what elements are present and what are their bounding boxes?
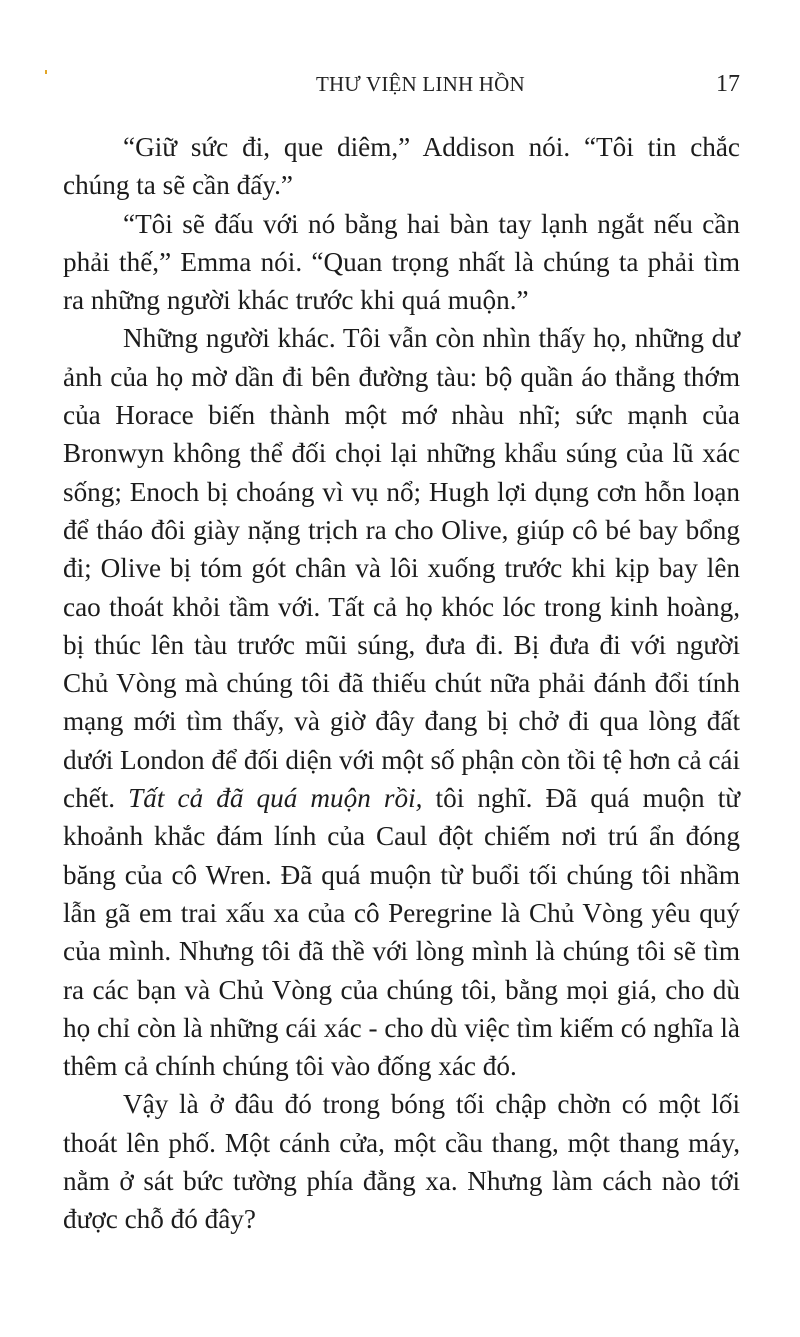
paragraph-1: “Giữ sức đi, que diêm,” Addison nói. “Tôi tin chắc chúng ta sẽ cần đấy.” [63, 132, 740, 201]
page-body [63, 128, 740, 1239]
paragraph-4: Vậy là ở đâu đó trong bóng tối chập chờn có một lối thoát lên phố. Một cánh cửa, một cầu thang, một thang máy, nằm ở sát bức tường phía đằng xa. Nhưng làm cách nào tới được chỗ đó đây? [63, 1089, 740, 1235]
paragraph-2: “Tôi sẽ đấu với nó bằng hai bàn tay lạnh ngắt nếu cần phải thế,” Emma nói. “Quan trọng nhất là chúng ta phải tìm ra những người khác trước khi quá muộn.” [63, 208, 740, 316]
paragraph-3-part-2: tôi nghĩ. Đã quá muộn từ khoảnh khắc đám lính của Caul đột chiếm nơi trú ẩn đóng băng của cô Wren. Đã quá muộn từ buổi tối chúng tôi nhầm lẫn gã em trai xấu xa của cô Peregrine là Chủ Vòng yêu quý của mình. Nhưng tôi đã thề với lòng mình là chúng tôi sẽ tìm ra các bạn và Chủ Vòng của chúng tôi, bằng mọi giá, cho dù họ chỉ còn là những cái xác - cho dù việc tìm kiếm có nghĩa là thêm cả chính chúng tôi vào đống xác đó. [63, 783, 740, 1082]
page-number: 17 [716, 71, 740, 97]
page-header [0, 66, 800, 102]
paragraph-3 [63, 319, 740, 1085]
paragraph-3-part-1: Những người khác. Tôi vẫn còn nhìn thấy họ, những dư ảnh của họ mờ dần đi bên đường tàu: bộ quần áo thẳng thớm của Horace biến thành một mớ nhàu nhĩ; sức mạnh của Bronwyn không thể đối chọi lại những khẩu súng của lũ xác sống; Enoch bị choáng vì vụ nổ; Hugh lợi dụng cơn hỗn loạn để tháo đôi giày nặng trịch ra cho Olive, giúp cô bé bay bổng đi; Olive bị tóm gót chân và lôi xuống trước khi kịp bay lên cao thoát khỏi tầm với. Tất cả họ khóc lóc trong kinh hoàng, bị thúc lên tàu trước mũi súng, đưa đi. Bị đưa đi với người Chủ Vòng mà chúng tôi đã thiếu chút nữa phải đánh đổi tính mạng mới tìm thấy, và giờ đây đang bị chở đi qua lòng đất dưới London để đối diện với một số phận còn tồi tệ hơn cả cái chết. [63, 323, 741, 814]
running-title: THƯ VIỆN LINH HỒN [316, 72, 525, 96]
paragraph-3-italic-thought: Tất cả đã quá muộn rồi, [128, 783, 423, 814]
